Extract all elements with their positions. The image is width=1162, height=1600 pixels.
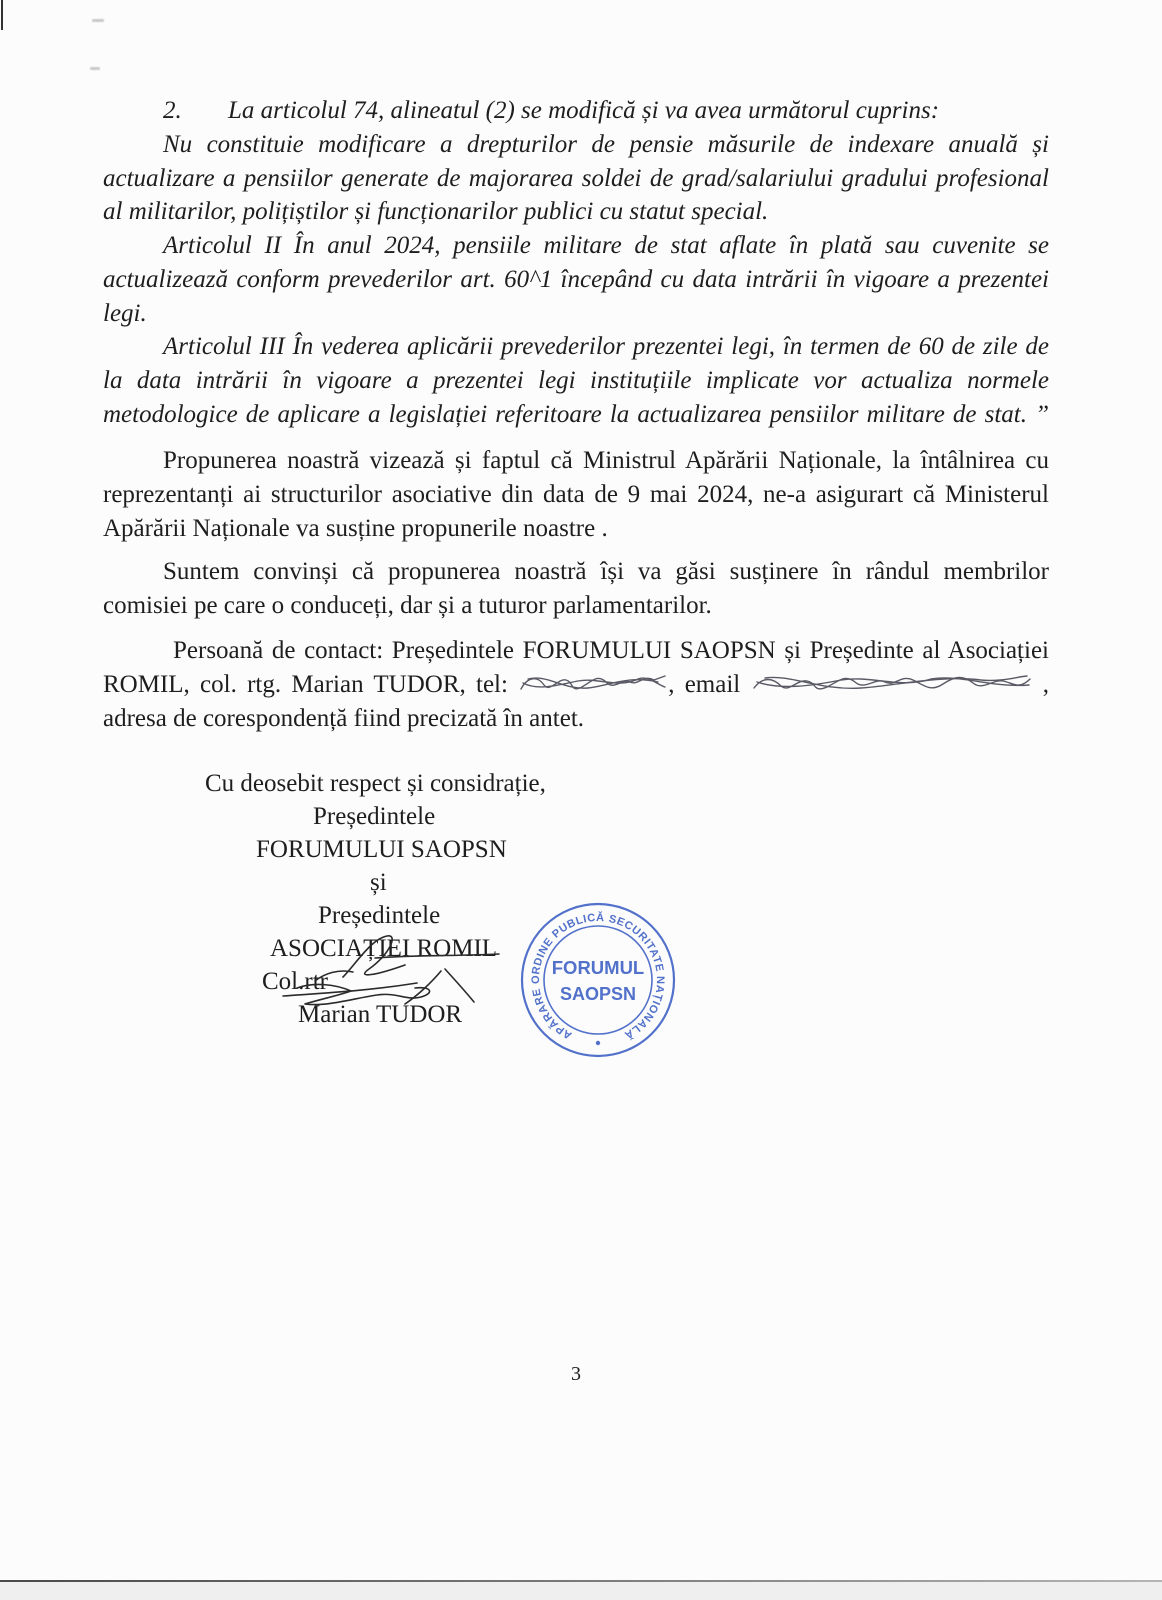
signatory-title: Președintele: [318, 902, 441, 929]
conviction-paragraph: [103, 555, 1049, 623]
amendment-heading: [103, 94, 1049, 128]
handwritten-signature: [255, 925, 505, 1015]
amendment-block: [103, 94, 1049, 432]
article-74-text-line: al militarilor, polițiștilor și funcționarilor publici cu statut special.: [103, 198, 769, 226]
minister-support-paragraph: [103, 444, 1049, 545]
article-ii-line: legi.: [103, 299, 147, 327]
minister-support-line: Propunerea noastră vizează și faptul că Ministrul Apărării Naționale, la întâlnirea cu: [163, 447, 1049, 474]
amendment-intro: La articolul 74, alineatul (2) se modifică și va avea următorul cuprins:: [228, 97, 940, 124]
stamp-center-line-1: FORUMUL: [551, 957, 645, 978]
amendment-number: 2.: [163, 97, 182, 124]
stamp-center-line-2: SAOPSN: [559, 984, 637, 1004]
stamp-dot: [596, 1041, 600, 1045]
article-iii-line: metodologice de aplicare a legislației referitoare la actualizarea pensiilor militare de stat. ”: [103, 401, 1049, 429]
contact-line: Persoană de contact: Președintele FORUMULUI SAOPSN și Președinte al Asociației: [173, 637, 1049, 664]
article-iii-line: Articolul III În vederea aplicării prevederilor prezentei legi, în termen de 60 de zile de: [163, 333, 1049, 361]
scan-smudge: [92, 19, 104, 22]
contact-email-label: , email: [668, 670, 741, 698]
scan-edge-mark: [1, 0, 3, 30]
redacted-email: [751, 670, 1033, 696]
contact-name-phone-label: ROMIL, col. rtg. Marian TUDOR, tel:: [103, 670, 508, 698]
article-iii-line: la data intrării în vigoare a prezentei legi instituțiile implicate vor actualiza normele: [103, 367, 1049, 395]
signatory-organization: FORUMULUI SAOPSN: [256, 836, 507, 863]
conviction-line: Suntem convinși că propunerea noastră își va găsi susținere în rândul membrilor: [163, 558, 1049, 585]
conviction-line: comisiei pe care o conduceți, dar și a tuturor parlamentarilor.: [103, 591, 712, 619]
article-ii-line: actualizează conform prevederilor art. 60^1 începând cu data intrării în vigoare a prezentei: [103, 265, 1049, 293]
minister-support-line: reprezentanți ai structurilor asociative din data de 9 mai 2024, ne-a asigurart că Ministerul: [103, 480, 1049, 508]
signatory-name: Marian TUDOR: [298, 1001, 463, 1028]
signatory-organization: ASOCIAȚIEI ROMIL: [270, 935, 498, 962]
association-stamp: [518, 900, 678, 1060]
redacted-phone: [518, 670, 668, 696]
signatory-title: Președintele: [313, 803, 436, 830]
stamp-ring-text: APĂRARE ORDINE PUBLICĂ SECURITATE NAȚIONALĂ: [529, 911, 667, 1042]
stamp-inner-ring: [544, 926, 652, 1034]
closing-salutation: Cu deosebit respect și considrație,: [205, 770, 546, 797]
scan-background: [0, 1582, 1162, 1600]
contact-line: [103, 668, 1049, 702]
signatory-rank: Col.rtr: [262, 968, 328, 995]
page-number: 3: [571, 1363, 581, 1385]
contact-line: adresa de corespondență fiind precizată în antet.: [103, 704, 585, 732]
minister-support-line: Apărării Naționale va susține propunerile noastre .: [103, 514, 608, 542]
scan-smudge: [90, 67, 100, 70]
contact-paragraph: [103, 634, 1049, 735]
article-ii-line: Articolul II În anul 2024, pensiile militare de stat aflate în plată sau cuvenite se: [163, 232, 1049, 260]
article-74-text-line: Nu constituie modificare a drepturilor de pensie măsurile de indexare anuală și: [163, 130, 1049, 158]
contact-line-end: ,: [1042, 670, 1050, 698]
article-74-text-line: actualizare a pensiilor generate de majorarea soldei de grad/salariului gradului profesional: [103, 164, 1049, 192]
signatory-conjunction: și: [370, 869, 387, 896]
